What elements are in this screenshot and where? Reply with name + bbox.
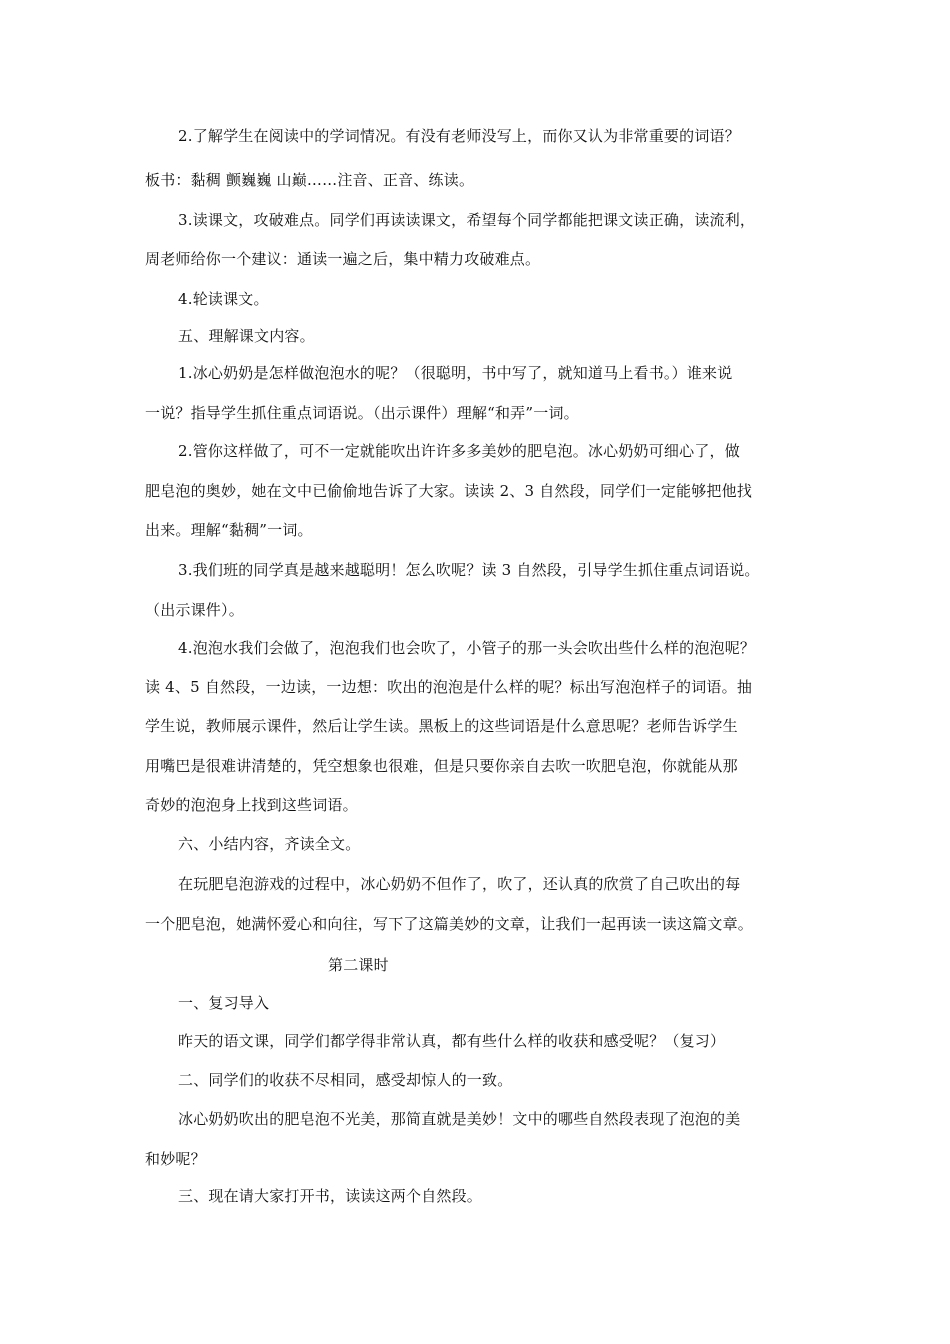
paragraph-line: 3.读课文，攻破难点。同学们再读读课文，希望每个同学都能把课文读正确，读流利， <box>178 211 756 229</box>
paragraph-line: 用嘴巴是很难讲清楚的，凭空想象也很难，但是只要你亲自去吹一吹肥皂泡，你就能从那 <box>145 757 738 775</box>
paragraph-line: 3.我们班的同学真是越来越聪明！怎么吹呢？读 3 自然段，引导学生抓住重点词语说。 <box>178 561 760 579</box>
paragraph-line: 和妙呢？ <box>145 1150 206 1168</box>
lesson-heading: 第二课时 <box>328 956 389 974</box>
section-heading: 三、现在请大家打开书，读读这两个自然段。 <box>178 1187 483 1205</box>
paragraph-line: 在玩肥皂泡游戏的过程中，冰心奶奶不但作了，吹了，还认真的欣赏了自己吹出的每 <box>178 875 741 893</box>
paragraph-line: 周老师给你一个建议：通读一遍之后，集中精力攻破难点。 <box>145 250 541 268</box>
paragraph-line: 2.了解学生在阅读中的学词情况。有没有老师没写上，而你又认为非常重要的词语？ <box>178 127 740 145</box>
paragraph-line: 出来。理解“黏稠”一词。 <box>145 521 313 539</box>
paragraph-line: 1.冰心奶奶是怎样做泡泡水的呢？（很聪明，书中写了，就知道马上看书。）谁来说 <box>178 364 733 382</box>
section-heading: 二、同学们的收获不尽相同，感受却惊人的一致。 <box>178 1071 513 1089</box>
paragraph-line: 昨天的语文课，同学们都学得非常认真，都有些什么样的收获和感受呢？（复习） <box>178 1032 726 1050</box>
paragraph-line: 一说？指导学生抓住重点词语说。（出示课件）理解“和弄”一词。 <box>145 404 579 422</box>
paragraph-line: 肥皂泡的奥妙，她在文中已偷偷地告诉了大家。读读 2、3 自然段，同学们一定能够把他找 <box>145 482 753 500</box>
paragraph-line: 一个肥皂泡，她满怀爱心和向往，写下了这篇美妙的文章，让我们一起再读一读这篇文章。 <box>145 915 754 933</box>
paragraph-line: 学生说，教师展示课件，然后让学生读。黑板上的这些词语是什么意思呢？老师告诉学生 <box>145 717 738 735</box>
section-heading: 一、复习导入 <box>178 994 270 1012</box>
paragraph-line: 冰心奶奶吹出的肥皂泡不光美，那简直就是美妙！文中的哪些自然段表现了泡泡的美 <box>178 1110 741 1128</box>
paragraph-line: 4.轮读课文。 <box>178 290 269 308</box>
section-heading: 六、小结内容，齐读全文。 <box>178 835 361 853</box>
paragraph-line: （出示课件）。 <box>145 601 244 619</box>
paragraph-line: 2.管你这样做了，可不一定就能吹出许许多多美妙的肥皂泡。冰心奶奶可细心了，做 <box>178 442 740 460</box>
paragraph-line: 4.泡泡水我们会做了，泡泡我们也会吹了，小管子的那一头会吹出些什么样的泡泡呢？ <box>178 639 756 657</box>
section-heading: 五、理解课文内容。 <box>178 327 315 345</box>
paragraph-line: 板书：黏稠 颤巍巍 山巅……注音、正音、练读。 <box>145 171 475 189</box>
paragraph-line: 奇妙的泡泡身上找到这些词语。 <box>145 796 358 814</box>
paragraph-line: 读 4、5 自然段，一边读，一边想：吹出的泡泡是什么样的呢？标出写泡泡样子的词语。抽 <box>145 678 753 696</box>
